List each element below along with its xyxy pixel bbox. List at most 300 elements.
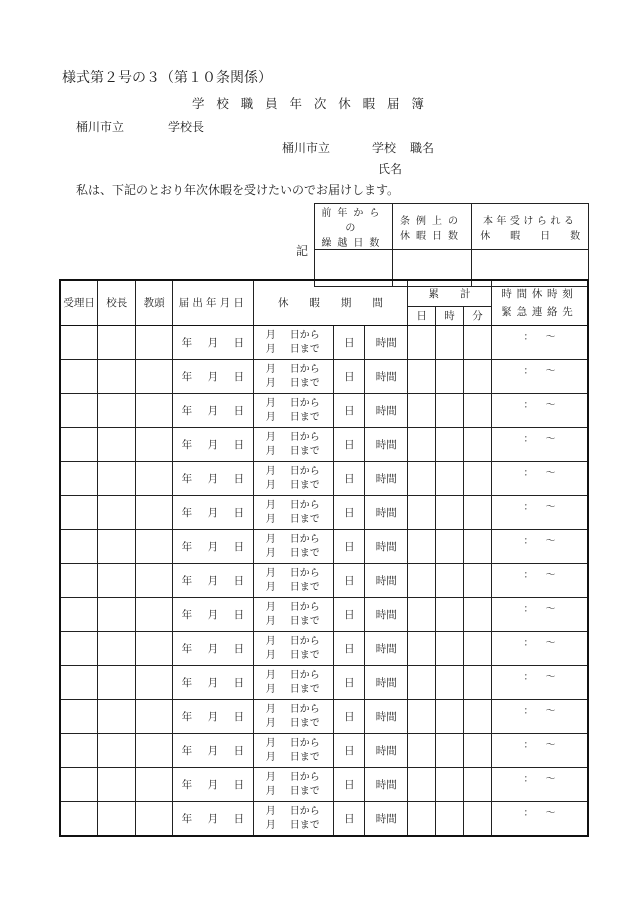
received-cell[interactable] [60,666,98,700]
cum-hour-cell[interactable] [436,768,464,802]
contact-cell[interactable] [491,530,588,564]
period-cell[interactable] [253,360,334,394]
vice-stamp-cell[interactable] [136,360,173,394]
time-tilde: 〜 [545,807,556,819]
from-day-label: 日から [289,363,320,375]
period-cell[interactable] [253,462,334,496]
cum-day-cell[interactable] [408,802,436,837]
ledger-row [60,598,588,632]
to-month-label: 月 [265,581,276,593]
leave-ledger-table [59,279,589,837]
time-tilde: 〜 [545,603,556,615]
ledger-row [60,462,588,496]
cum-min-cell[interactable] [463,462,491,496]
col-filed-date: 届出年月日 [173,280,254,326]
filed-date-cell[interactable] [173,428,254,462]
cum-hour-cell[interactable] [436,632,464,666]
time-tilde: 〜 [545,705,556,717]
cum-hour-cell[interactable] [436,734,464,768]
principal-stamp-cell[interactable] [98,394,136,428]
period-cell[interactable] [253,326,334,360]
hours-cell[interactable]: 時間 [365,530,408,564]
month-label: 月 [207,438,219,451]
year-label: 年 [181,608,193,621]
period-cell[interactable] [253,496,334,530]
period-cell[interactable] [253,598,334,632]
vice-stamp-cell[interactable] [136,394,173,428]
cum-day-cell[interactable] [408,768,436,802]
time-colon: ： [523,331,534,343]
ledger-row [60,394,588,428]
days-cell[interactable]: 日 [334,530,365,564]
principal-stamp-cell[interactable] [98,462,136,496]
to-month-label: 月 [265,513,276,525]
filed-date-cell[interactable] [173,802,254,837]
cum-day-cell[interactable] [408,734,436,768]
from-day-label: 日から [289,771,320,783]
year-label: 年 [181,710,193,723]
time-colon: ： [523,467,534,479]
principal-stamp-cell[interactable] [98,768,136,802]
hours-cell[interactable]: 時間 [365,360,408,394]
vice-stamp-cell[interactable] [136,734,173,768]
cum-min-cell[interactable] [463,564,491,598]
to-month-label: 月 [265,785,276,797]
cum-min-cell[interactable] [463,428,491,462]
principal-stamp-cell[interactable] [98,428,136,462]
to-day-label: 日まで [289,581,320,593]
filed-date-cell[interactable] [173,598,254,632]
to-month-label: 月 [265,683,276,695]
carryover-header [315,204,393,250]
cum-day-cell[interactable] [408,428,436,462]
col-period: 休 暇 期 間 [253,280,407,326]
time-colon: ： [523,739,534,751]
ledger-row [60,564,588,598]
month-label: 月 [207,744,219,757]
filed-date-cell[interactable] [173,462,254,496]
cum-hour-cell[interactable] [436,394,464,428]
time-colon: ： [523,535,534,547]
cum-day-cell[interactable] [408,632,436,666]
sender-job: 職名 [410,141,435,155]
cum-day-cell[interactable] [408,530,436,564]
cum-min-cell[interactable] [463,598,491,632]
filed-date-cell[interactable] [173,530,254,564]
cum-hour-cell[interactable] [436,666,464,700]
time-tilde: 〜 [545,535,556,547]
day-label: 日 [233,472,245,485]
principal-stamp-cell[interactable] [98,564,136,598]
year-label: 年 [181,336,193,349]
from-month-label: 月 [265,499,276,511]
month-label: 月 [207,778,219,791]
received-cell[interactable] [60,428,98,462]
from-month-label: 月 [265,397,276,409]
days-cell[interactable]: 日 [334,802,365,837]
month-label: 月 [207,710,219,723]
vice-stamp-cell[interactable] [136,802,173,837]
ki-label: 記 [296,244,309,258]
hours-cell[interactable]: 時間 [365,802,408,837]
time-colon: ： [523,773,534,785]
available-header-line2: 休 暇 日 数 [480,230,581,242]
period-cell[interactable] [253,802,334,837]
contact-cell[interactable] [491,632,588,666]
cum-min-cell[interactable] [463,666,491,700]
cum-day-cell[interactable] [408,360,436,394]
cum-min-cell[interactable] [463,734,491,768]
col-cum-hour: 時 [436,307,464,326]
to-month-label: 月 [265,615,276,627]
days-cell[interactable]: 日 [334,598,365,632]
period-cell[interactable] [253,530,334,564]
cum-hour-cell[interactable] [436,598,464,632]
cum-hour-cell[interactable] [436,564,464,598]
hours-cell[interactable]: 時間 [365,564,408,598]
day-label: 日 [233,574,245,587]
vice-stamp-cell[interactable] [136,530,173,564]
month-label: 月 [207,574,219,587]
period-cell[interactable] [253,394,334,428]
time-colon: ： [523,705,534,717]
hours-cell[interactable]: 時間 [365,734,408,768]
hours-cell[interactable]: 時間 [365,496,408,530]
month-label: 月 [207,506,219,519]
hours-cell[interactable]: 時間 [365,768,408,802]
from-month-label: 月 [265,567,276,579]
contact-cell[interactable] [491,768,588,802]
addressee-role: 学校長 [168,120,205,134]
day-label: 日 [233,370,245,383]
year-label: 年 [181,574,193,587]
cum-hour-cell[interactable] [436,428,464,462]
period-cell[interactable] [253,768,334,802]
year-label: 年 [181,642,193,655]
ledger-row [60,700,588,734]
col-cum-day: 日 [408,307,436,326]
principal-stamp-cell[interactable] [98,360,136,394]
hours-cell[interactable]: 時間 [365,326,408,360]
received-cell[interactable] [60,496,98,530]
day-label: 日 [233,744,245,757]
cum-hour-cell[interactable] [436,326,464,360]
received-cell[interactable] [60,530,98,564]
to-day-label: 日まで [289,547,320,559]
statement: 私は、下記のとおり年次休暇を受けたいのでお届けします。 [76,183,400,197]
days-cell[interactable]: 日 [334,768,365,802]
to-month-label: 月 [265,649,276,661]
period-cell[interactable] [253,700,334,734]
time-colon: ： [523,807,534,819]
principal-stamp-cell[interactable] [98,326,136,360]
filed-date-cell[interactable] [173,666,254,700]
day-label: 日 [233,812,245,825]
day-label: 日 [233,336,245,349]
received-cell[interactable] [60,564,98,598]
contact-cell[interactable] [491,700,588,734]
contact-cell[interactable] [491,428,588,462]
to-day-label: 日まで [289,683,320,695]
vice-stamp-cell[interactable] [136,462,173,496]
principal-stamp-cell[interactable] [98,734,136,768]
time-tilde: 〜 [545,433,556,445]
ledger-row [60,632,588,666]
from-month-label: 月 [265,737,276,749]
contact-cell[interactable] [491,564,588,598]
hours-cell[interactable]: 時間 [365,598,408,632]
hours-cell[interactable]: 時間 [365,428,408,462]
ledger-row [60,768,588,802]
received-cell[interactable] [60,462,98,496]
day-label: 日 [233,642,245,655]
from-month-label: 月 [265,703,276,715]
col-vice-principal: 教頭 [136,280,173,326]
principal-stamp-cell[interactable] [98,530,136,564]
form-number: 様式第２号の３（第１０条関係） [62,70,272,86]
vice-stamp-cell[interactable] [136,428,173,462]
received-cell[interactable] [60,326,98,360]
days-cell[interactable]: 日 [334,666,365,700]
days-cell[interactable]: 日 [334,632,365,666]
to-day-label: 日まで [289,411,320,423]
from-month-label: 月 [265,329,276,341]
vice-stamp-cell[interactable] [136,666,173,700]
contact-cell[interactable] [491,598,588,632]
vice-stamp-cell[interactable] [136,768,173,802]
time-tilde: 〜 [545,739,556,751]
cum-min-cell[interactable] [463,360,491,394]
col-cumulative: 累 計 [408,280,492,307]
from-day-label: 日から [289,703,320,715]
from-day-label: 日から [289,805,320,817]
cum-day-cell[interactable] [408,496,436,530]
from-day-label: 日から [289,737,320,749]
month-label: 月 [207,642,219,655]
vice-stamp-cell[interactable] [136,496,173,530]
cum-min-cell[interactable] [463,530,491,564]
time-colon: ： [523,501,534,513]
principal-stamp-cell[interactable] [98,496,136,530]
ledger-row [60,360,588,394]
contact-cell[interactable] [491,496,588,530]
days-cell[interactable]: 日 [334,462,365,496]
from-day-label: 日から [289,601,320,613]
month-label: 月 [207,812,219,825]
year-label: 年 [181,744,193,757]
to-month-label: 月 [265,479,276,491]
principal-stamp-cell[interactable] [98,802,136,837]
cum-min-cell[interactable] [463,496,491,530]
period-cell[interactable] [253,666,334,700]
days-cell[interactable]: 日 [334,428,365,462]
sender-line [282,139,434,156]
received-cell[interactable] [60,360,98,394]
filed-date-cell[interactable] [173,394,254,428]
days-cell[interactable]: 日 [334,496,365,530]
year-label: 年 [181,404,193,417]
to-month-label: 月 [265,717,276,729]
hours-cell[interactable]: 時間 [365,700,408,734]
cum-day-cell[interactable] [408,462,436,496]
received-cell[interactable] [60,768,98,802]
filed-date-cell[interactable] [173,700,254,734]
received-cell[interactable] [60,802,98,837]
from-day-label: 日から [289,635,320,647]
vice-stamp-cell[interactable] [136,326,173,360]
to-day-label: 日まで [289,751,320,763]
days-cell[interactable]: 日 [334,564,365,598]
cum-day-cell[interactable] [408,598,436,632]
contact-cell[interactable] [491,802,588,837]
to-month-label: 月 [265,343,276,355]
to-month-label: 月 [265,751,276,763]
col-principal: 校長 [98,280,136,326]
to-month-label: 月 [265,547,276,559]
period-cell[interactable] [253,564,334,598]
principal-stamp-cell[interactable] [98,632,136,666]
hours-cell[interactable]: 時間 [365,394,408,428]
time-tilde: 〜 [545,501,556,513]
days-cell[interactable]: 日 [334,326,365,360]
from-month-label: 月 [265,635,276,647]
principal-stamp-cell[interactable] [98,598,136,632]
carryover-header-line2: 繰越日数 [321,238,386,249]
contact-cell[interactable] [491,462,588,496]
ledger-row [60,666,588,700]
cum-min-cell[interactable] [463,768,491,802]
from-day-label: 日から [289,499,320,511]
from-month-label: 月 [265,669,276,681]
ledger-row [60,734,588,768]
col-contact [491,280,588,326]
year-label: 年 [181,676,193,689]
cum-hour-cell[interactable] [436,802,464,837]
time-tilde: 〜 [545,671,556,683]
sender-school: 学校 [372,141,397,155]
hours-cell[interactable]: 時間 [365,632,408,666]
cum-min-cell[interactable] [463,394,491,428]
year-label: 年 [181,812,193,825]
filed-date-cell[interactable] [173,734,254,768]
vice-stamp-cell[interactable] [136,700,173,734]
cum-day-cell[interactable] [408,394,436,428]
filed-date-cell[interactable] [173,564,254,598]
time-colon: ： [523,433,534,445]
contact-cell[interactable] [491,360,588,394]
cum-hour-cell[interactable] [436,700,464,734]
cum-min-cell[interactable] [463,632,491,666]
cum-hour-cell[interactable] [436,530,464,564]
period-cell[interactable] [253,734,334,768]
cum-day-cell[interactable] [408,700,436,734]
contact-cell[interactable] [491,734,588,768]
cum-min-cell[interactable] [463,326,491,360]
cum-hour-cell[interactable] [436,496,464,530]
days-cell[interactable]: 日 [334,360,365,394]
contact-cell[interactable] [491,326,588,360]
period-cell[interactable] [253,632,334,666]
filed-date-cell[interactable] [173,632,254,666]
contact-cell[interactable] [491,666,588,700]
time-colon: ： [523,671,534,683]
sender-city: 桶川市立 [282,141,331,155]
month-label: 月 [207,404,219,417]
hours-cell[interactable]: 時間 [365,666,408,700]
cum-day-cell[interactable] [408,326,436,360]
vice-stamp-cell[interactable] [136,598,173,632]
time-colon: ： [523,603,534,615]
time-tilde: 〜 [545,569,556,581]
contact-cell[interactable] [491,394,588,428]
cum-hour-cell[interactable] [436,360,464,394]
day-label: 日 [233,506,245,519]
filed-date-cell[interactable] [173,360,254,394]
from-day-label: 日から [289,533,320,545]
received-cell[interactable] [60,632,98,666]
received-cell[interactable] [60,700,98,734]
to-day-label: 日まで [289,479,320,491]
period-cell[interactable] [253,428,334,462]
day-label: 日 [233,778,245,791]
available-header-line1: 本年受けられる [482,215,578,227]
received-cell[interactable] [60,734,98,768]
statutory-header-line2: 休暇日数 [400,230,465,242]
year-label: 年 [181,540,193,553]
sender-name: 氏名 [378,162,403,176]
principal-stamp-cell[interactable] [98,700,136,734]
day-label: 日 [233,438,245,451]
month-label: 月 [207,676,219,689]
from-day-label: 日から [289,567,320,579]
col-cum-min: 分 [463,307,491,326]
vice-stamp-cell[interactable] [136,632,173,666]
days-cell[interactable]: 日 [334,394,365,428]
hours-cell[interactable]: 時間 [365,462,408,496]
available-header [472,204,589,250]
days-cell[interactable]: 日 [334,734,365,768]
cum-day-cell[interactable] [408,666,436,700]
year-label: 年 [181,438,193,451]
ledger-row [60,326,588,360]
to-day-label: 日まで [289,649,320,661]
filed-date-cell[interactable] [173,768,254,802]
month-label: 月 [207,608,219,621]
cum-hour-cell[interactable] [436,462,464,496]
month-label: 月 [207,370,219,383]
received-cell[interactable] [60,394,98,428]
cum-day-cell[interactable] [408,564,436,598]
from-month-label: 月 [265,601,276,613]
cum-min-cell[interactable] [463,700,491,734]
day-label: 日 [233,676,245,689]
filed-date-cell[interactable] [173,496,254,530]
from-month-label: 月 [265,533,276,545]
principal-stamp-cell[interactable] [98,666,136,700]
cum-min-cell[interactable] [463,802,491,837]
to-day-label: 日まで [289,343,320,355]
ledger-row [60,428,588,462]
from-day-label: 日から [289,669,320,681]
received-cell[interactable] [60,598,98,632]
vice-stamp-cell[interactable] [136,564,173,598]
from-month-label: 月 [265,363,276,375]
col-contact-line1: 時間休時刻 [501,288,578,300]
filed-date-cell[interactable] [173,326,254,360]
days-cell[interactable]: 日 [334,700,365,734]
time-tilde: 〜 [545,467,556,479]
from-day-label: 日から [289,465,320,477]
